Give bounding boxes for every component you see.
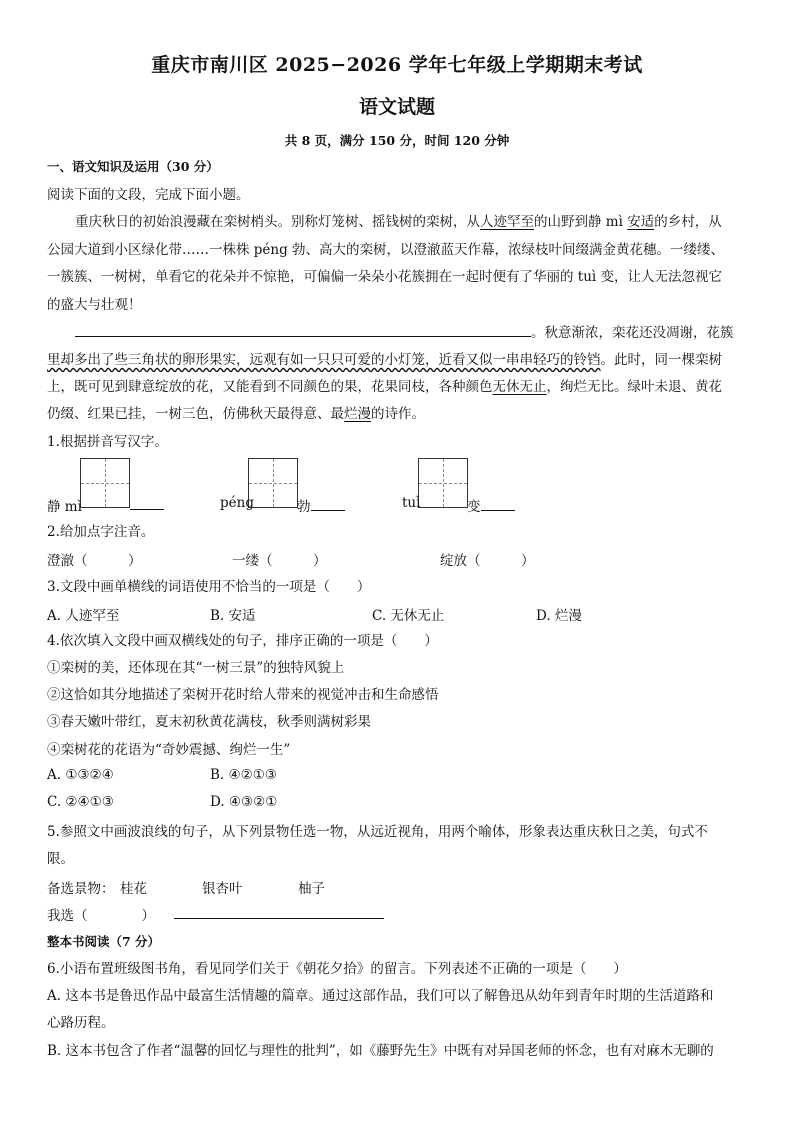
- passage-line: 里却多出了些三角状的卵形果实，远观有如一只只可爱的小灯笼，近看又似一串串轻巧的铃铛。此时，同一棵栾树: [47, 352, 722, 368]
- sentence-4: ④栾树花的花语为“奇妙震撼、绚烂一生”: [47, 742, 291, 758]
- pinyin-prompt-2: péng: [220, 495, 254, 511]
- option-a[interactable]: A. ①③②④: [47, 767, 114, 783]
- question-5-stem-cont: 限。: [47, 851, 74, 867]
- pinyin-blank-2[interactable]: [311, 496, 345, 511]
- pinyin-suffix-2: 勃: [297, 495, 345, 515]
- option-d[interactable]: D. ④③②①: [210, 794, 278, 810]
- question-6-stem: 6.小语布置班级图书角，看见同学们关于《朝花夕拾》的留言。下列表述不正确的一项是（ ）: [47, 961, 627, 977]
- underlined-term: 人迹罕至: [480, 214, 534, 230]
- annotate-item[interactable]: 绽放（ ）: [440, 553, 535, 569]
- passage-line: 重庆秋日的初始浪漫藏在栾树梢头。别称灯笼树、摇钱树的栾树，从人迹罕至的山野到静 mì 安适的乡村，从: [75, 214, 722, 230]
- exam-title: 重庆市南川区 2025−2026 学年七年级上学期期末考试: [151, 54, 643, 76]
- annotate-item[interactable]: 一缕（ ）: [232, 553, 327, 569]
- section2-heading: 整本书阅读（7 分）: [47, 934, 161, 949]
- tianzige-box-2[interactable]: [248, 458, 298, 508]
- option-a[interactable]: A. 人迹罕至: [47, 608, 120, 624]
- passage-line: 。秋意渐浓，栾花还没凋谢，花簇: [75, 322, 747, 343]
- choice-item: 柚子: [298, 881, 325, 897]
- question-5-stem: 5.参照文中画波浪线的句子，从下列景物任选一物，从远近视角，用两个喻体，形象表达重庆秋日之美，句式不: [47, 824, 708, 840]
- passage-line: 的盛大与壮观！: [47, 297, 142, 313]
- passage-line: 公园大道到小区绿化带……一株株 péng 勃、高大的栾树，以澄澈蓝天作幕，浓绿枝叶间缀满金黄花穗。一缕缕、: [47, 242, 725, 258]
- question-1-stem: 1.根据拼音写汉字。: [47, 434, 168, 450]
- section1-heading: 一、语文知识及运用（30 分）: [47, 159, 219, 174]
- underlined-term: 安适: [627, 214, 655, 230]
- question-3-stem: 3.文段中画单横线的词语使用不恰当的一项是（ ）: [47, 579, 371, 595]
- passage-line: 上，既可见到肆意绽放的花，又能看到不同颜色的果，花果同枝，各种颜色无休无止，绚烂无比。绿叶未退、黄花: [47, 379, 722, 395]
- sentence-1: ①栾树的美，还体现在其“一树三景”的独特风貌上: [47, 660, 345, 676]
- answer-label: 我选（ ）: [47, 908, 155, 924]
- fill-blank-line[interactable]: [75, 322, 531, 337]
- wavy-underlined-sentence: 里却多出了些三角状的卵形果实，远观有如一只只可爱的小灯笼，近看又似一串串轻巧的铃铛: [47, 352, 601, 368]
- option-a-cont: 心路历程。: [47, 1015, 115, 1031]
- passage-line: 一簇簇、一树树，单看它的花朵并不惊艳，可偏偏一朵朵小花簇拥在一起时便有了华丽的 tuì 变，让人无法忽视它: [47, 269, 723, 285]
- question-2-stem: 2.给加点字注音。: [47, 524, 155, 540]
- underlined-term: 烂漫: [344, 406, 371, 422]
- option-b[interactable]: B. 这本书包含了作者“温馨的回忆与理性的批判”，如《藤野先生》中既有对异国老师的怀念，也有对麻木无聊的: [47, 1043, 714, 1059]
- option-c[interactable]: C. 无休无止: [372, 608, 445, 624]
- exam-subject: 语文试题: [358, 96, 435, 118]
- sentence-3: ③春天嫩叶带红，夏末初秋黄花满枝，秋季则满树彩果: [47, 714, 371, 730]
- tianzige-box-3[interactable]: [418, 458, 468, 508]
- sentence-2: ②这恰如其分地描述了栾树开花时给人带来的视觉冲击和生命感悟: [47, 687, 439, 703]
- option-b[interactable]: B. ④②①③: [210, 767, 277, 783]
- pinyin-suffix-3: 变: [467, 495, 515, 515]
- underlined-term: 无休无止: [492, 379, 547, 395]
- instruction: 阅读下面的文段，完成下面小题。: [47, 187, 250, 203]
- annotate-item[interactable]: 澄澈（ ）: [47, 553, 142, 569]
- pinyin-prompt-3: tuì: [402, 495, 421, 511]
- pinyin-prompt-1: 静 mì: [47, 499, 82, 515]
- choices-label: 备选景物：: [47, 881, 115, 897]
- option-b[interactable]: B. 安适: [210, 608, 256, 624]
- option-a[interactable]: A. 这本书是鲁迅作品中最富生活情趣的篇章。通过这部作品，我们可以了解鲁迅从幼年到青年时期的生活道路和: [47, 988, 714, 1004]
- passage-line: 仍缀、红果已挂，一树三色，仿佛秋天最得意、最烂漫的诗作。: [47, 406, 425, 422]
- tianzige-box-1[interactable]: [80, 458, 130, 508]
- pinyin-blank-1[interactable]: [130, 495, 164, 514]
- choice-item: 银杏叶: [202, 881, 243, 897]
- option-c[interactable]: C. ②④①③: [47, 794, 114, 810]
- question-4-stem: 4.依次填入文段中画双横线处的句子，排序正确的一项是（ ）: [47, 633, 438, 649]
- pinyin-blank-3[interactable]: [481, 496, 515, 511]
- choice-item: 桂花: [120, 881, 147, 897]
- exam-info: 共 8 页，满分 150 分，时间 120 分钟: [284, 133, 510, 148]
- answer-line[interactable]: [174, 904, 384, 923]
- option-d[interactable]: D. 烂漫: [536, 608, 582, 624]
